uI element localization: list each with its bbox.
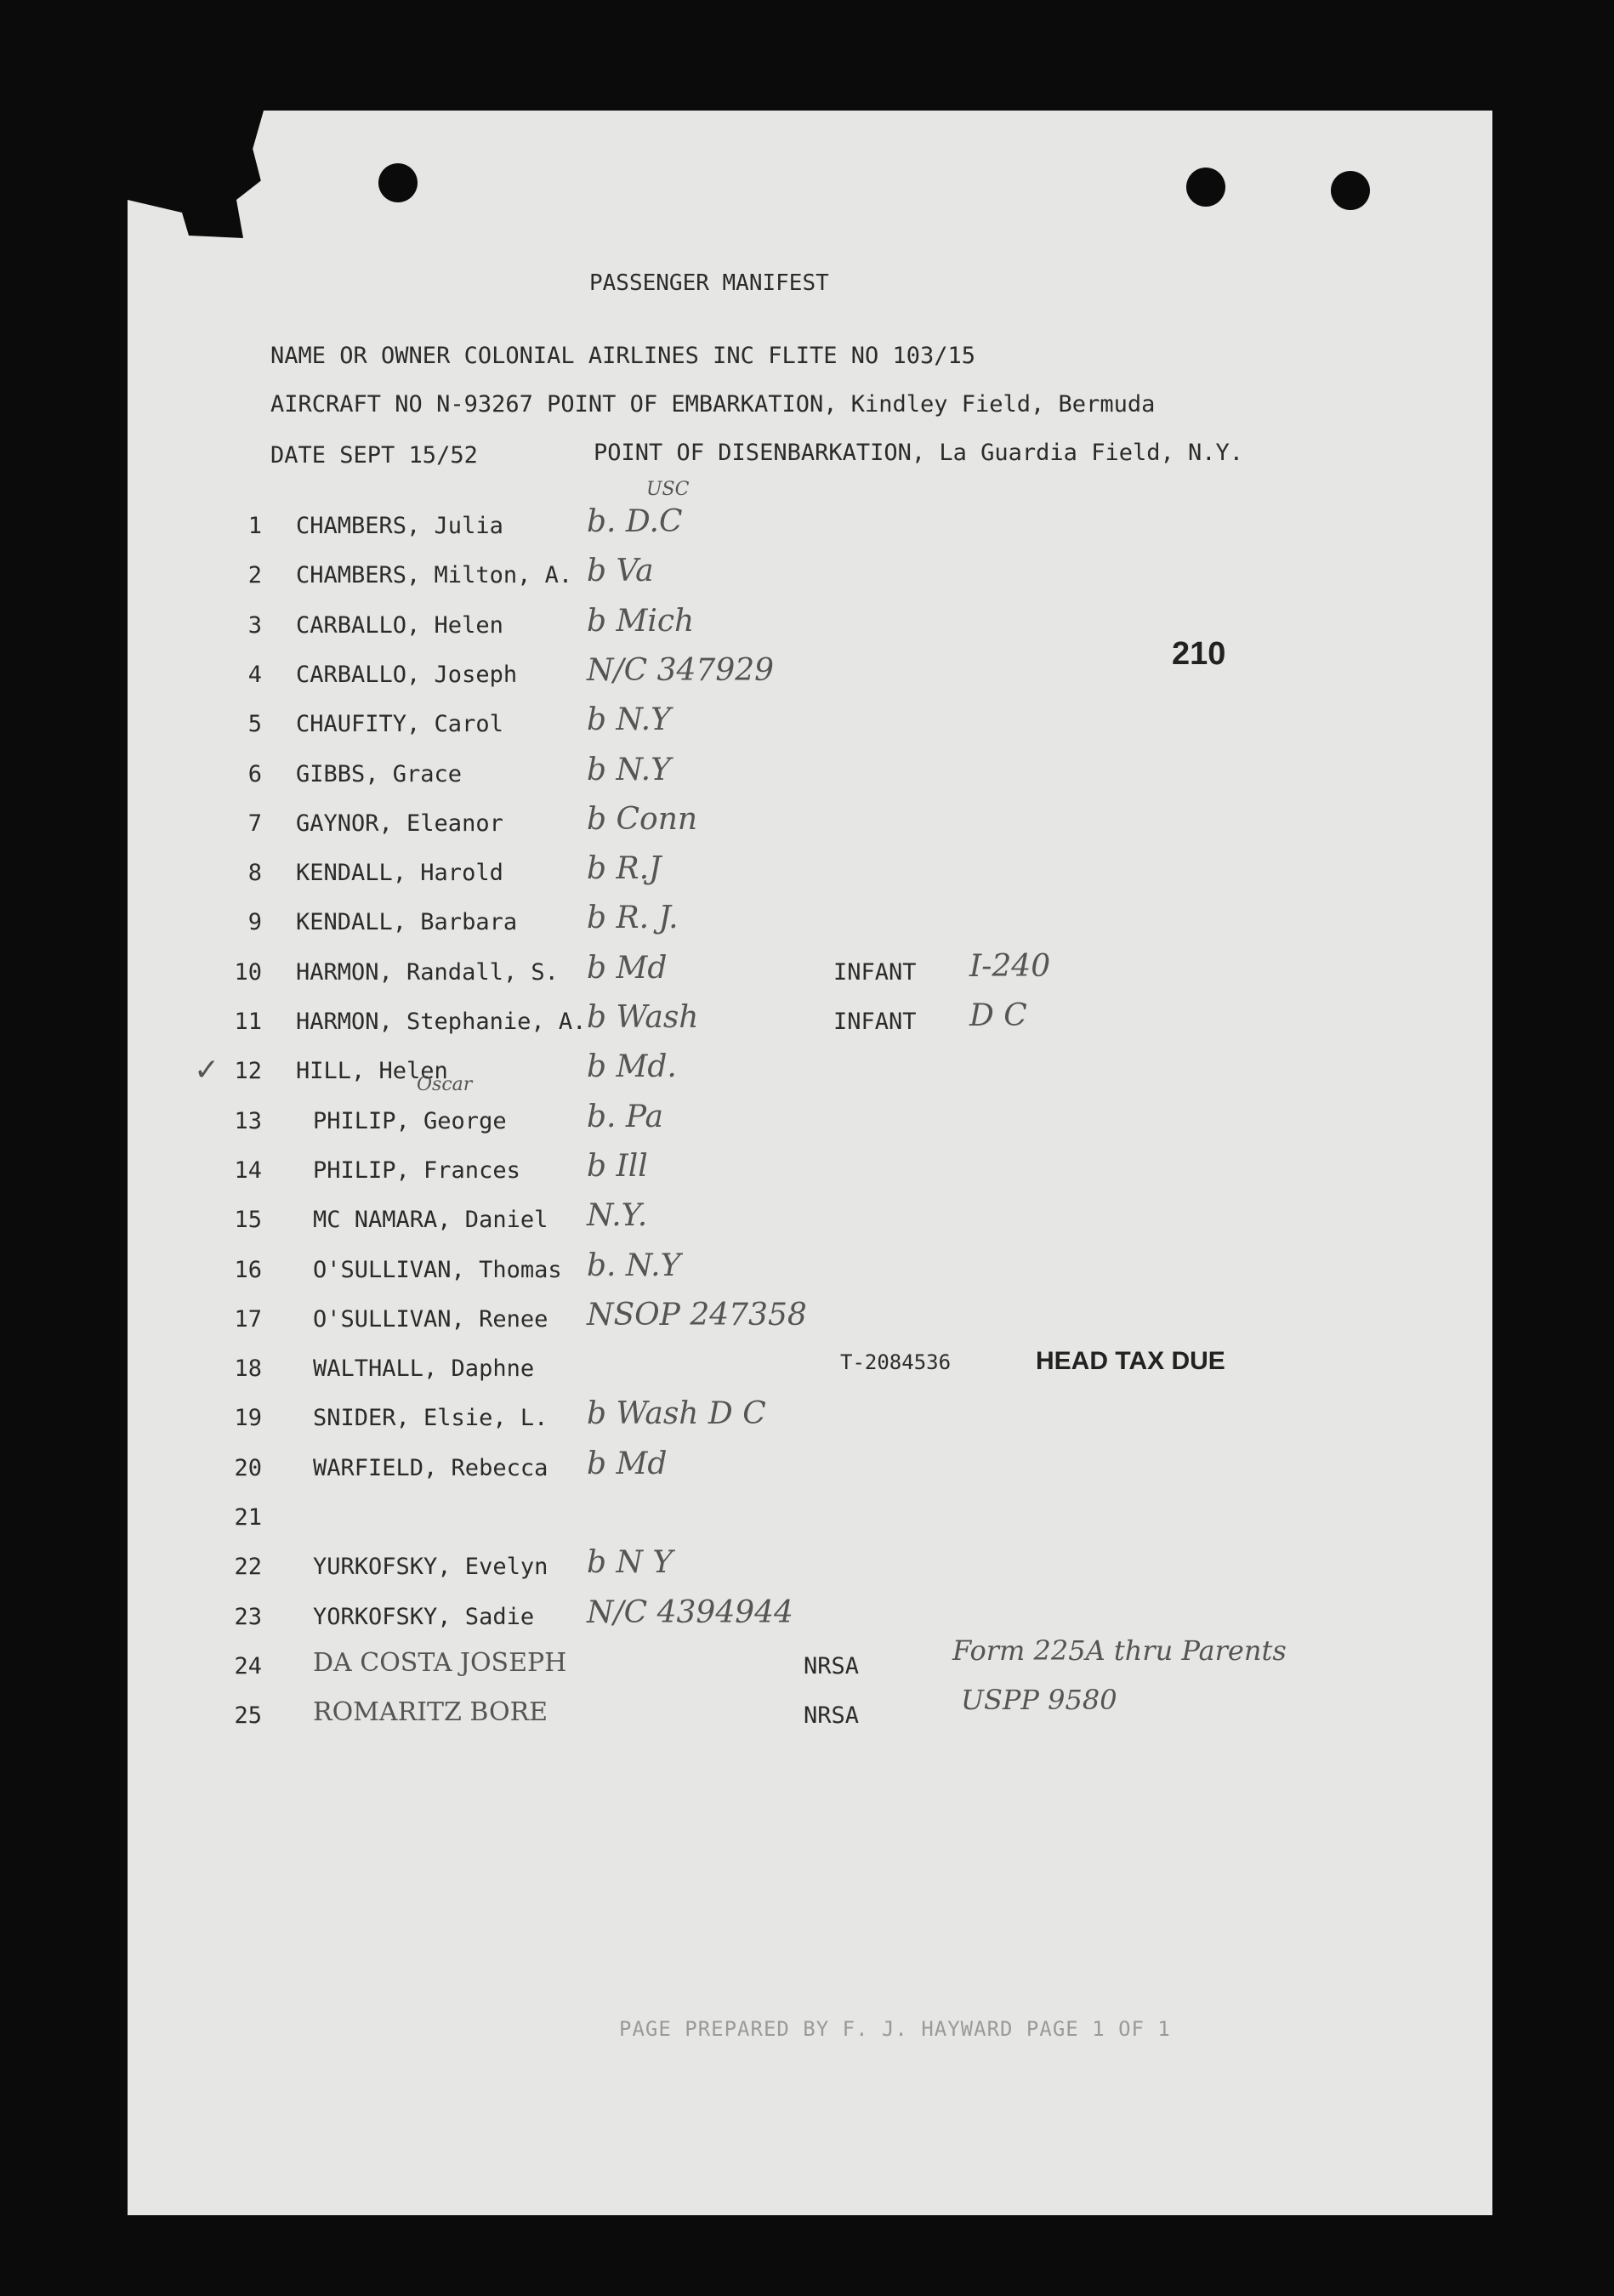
passenger-name: CARBALLO, Helen: [296, 612, 503, 639]
passenger-name: WALTHALL, Daphne: [313, 1355, 535, 1382]
infant-label: INFANT: [833, 959, 917, 986]
handwritten-annotation: USC: [646, 479, 690, 500]
row-number: 9: [247, 909, 262, 935]
footer-prepared-by: PAGE PREPARED BY F. J. HAYWARD PAGE 1 OF 1: [619, 2017, 1171, 2041]
row-number: 24: [234, 1653, 262, 1679]
handwritten-note: b Conn: [587, 802, 698, 837]
row-number: 15: [234, 1207, 262, 1233]
handwritten-note: b N.Y: [587, 753, 671, 787]
checkmark: ✓: [194, 1053, 220, 1088]
passenger-name: HARMON, Randall, S.: [296, 959, 559, 986]
infant-label: INFANT: [833, 1009, 917, 1035]
passenger-name: HARMON, Stephanie, A.: [296, 1009, 587, 1035]
passenger-name: GIBBS, Grace: [296, 761, 463, 787]
handwritten-note: N/C 4394944: [587, 1595, 793, 1630]
punch-hole-right-1: [1186, 168, 1225, 207]
row-number: 8: [247, 860, 262, 886]
handwritten-note: b Wash: [587, 1000, 699, 1035]
row-number: 2: [247, 562, 262, 588]
row-number: 23: [234, 1604, 262, 1630]
handwritten-note: NRSA: [804, 1653, 860, 1679]
row-number: 4: [247, 662, 262, 688]
passenger-name: O'SULLIVAN, Thomas: [313, 1257, 562, 1283]
row-number: 16: [234, 1257, 262, 1283]
passenger-name: YURKOFSKY, Evelyn: [313, 1554, 548, 1580]
handwritten-note: b. D.C: [587, 504, 683, 539]
passenger-name: ROMARITZ BORE: [313, 1697, 548, 1727]
handwritten-note: USPP 9580: [961, 1684, 1117, 1716]
handwritten-note: Form 225A thru Parents: [952, 1634, 1287, 1667]
passenger-name: DA COSTA JOSEPH: [313, 1648, 567, 1678]
ticket-number: T-2084536: [840, 1350, 952, 1374]
handwritten-note: b Wash D C: [587, 1396, 766, 1431]
passenger-name: MC NAMARA, Daniel: [313, 1207, 548, 1233]
handwritten-note: N.Y.: [587, 1198, 648, 1233]
row-number: 18: [234, 1355, 262, 1382]
passenger-name: CARBALLO, Joseph: [296, 662, 518, 688]
passenger-name: PHILIP, Frances: [313, 1157, 520, 1184]
row-number: 11: [234, 1009, 262, 1035]
row-number: 7: [247, 810, 262, 837]
row-number: 17: [234, 1306, 262, 1333]
handwritten-note: b Md: [587, 951, 668, 986]
handwritten-note: b Ill: [587, 1149, 648, 1184]
row-number: 22: [234, 1554, 262, 1580]
row-number: 1: [247, 513, 262, 539]
handwritten-note: b N Y: [587, 1545, 673, 1580]
row-number: 10: [234, 959, 262, 986]
page-number-stamp: 210: [1172, 636, 1226, 672]
handwritten-note: b Md: [587, 1446, 668, 1481]
punch-hole-right-2: [1331, 171, 1370, 210]
handwritten-note: I-240: [969, 949, 1051, 984]
handwritten-note: NRSA: [804, 1702, 860, 1729]
handwritten-note: b Va: [587, 554, 654, 588]
header-line-1: NAME OR OWNER COLONIAL AIRLINES INC FLITE NO 103/15: [270, 343, 976, 369]
row-number: 19: [234, 1405, 262, 1431]
row-number: 21: [234, 1504, 262, 1531]
row-number: 25: [234, 1702, 262, 1729]
row-number: 20: [234, 1455, 262, 1481]
passenger-name: CHAMBERS, Milton, A.: [296, 562, 573, 588]
passenger-name: O'SULLIVAN, Renee: [313, 1306, 548, 1333]
passenger-name: WARFIELD, Rebecca: [313, 1455, 548, 1481]
handwritten-note: b Mich: [587, 604, 695, 639]
header-date: DATE SEPT 15/52: [270, 442, 478, 469]
passenger-name: CHAUFITY, Carol: [296, 711, 503, 737]
handwritten-note: b. N.Y: [587, 1248, 681, 1283]
passenger-name: CHAMBERS, Julia: [296, 513, 503, 539]
page-title: PASSENGER MANIFEST: [589, 270, 829, 296]
passenger-name: YORKOFSKY, Sadie: [313, 1604, 535, 1630]
row-number: 13: [234, 1108, 262, 1134]
handwritten-note: NSOP 247358: [587, 1298, 807, 1333]
handwritten-note: N/C 347929: [587, 653, 775, 688]
punch-hole-left: [378, 163, 418, 202]
handwritten-note: b R. J.: [587, 901, 679, 935]
row-number: 14: [234, 1157, 262, 1184]
passenger-name: PHILIP, George: [313, 1108, 507, 1134]
passenger-name: KENDALL, Barbara: [296, 909, 518, 935]
passenger-name: GAYNOR, Eleanor: [296, 810, 503, 837]
handwritten-note: b. Pa: [587, 1100, 663, 1134]
head-tax-stamp: HEAD TAX DUE: [1036, 1347, 1225, 1375]
header-disembarkation: POINT OF DISENBARKATION, La Guardia Field, N.Y.: [594, 440, 1244, 466]
handwritten-note: b R.J: [587, 851, 662, 886]
row-number: 12: [234, 1058, 262, 1084]
row-number: 3: [247, 612, 262, 639]
handwritten-note: D C: [969, 998, 1027, 1033]
handwritten-annotation: Oscar: [417, 1074, 473, 1095]
handwritten-note: b Md.: [587, 1049, 677, 1084]
row-number: 6: [247, 761, 262, 787]
row-number: 5: [247, 711, 262, 737]
handwritten-note: b N.Y: [587, 702, 671, 737]
passenger-name: HILL, Helen: [296, 1058, 448, 1084]
header-line-2: AIRCRAFT NO N-93267 POINT OF EMBARKATION, Kindley Field, Bermuda: [270, 391, 1156, 418]
passenger-name: KENDALL, Harold: [296, 860, 503, 886]
passenger-name: SNIDER, Elsie, L.: [313, 1405, 548, 1431]
